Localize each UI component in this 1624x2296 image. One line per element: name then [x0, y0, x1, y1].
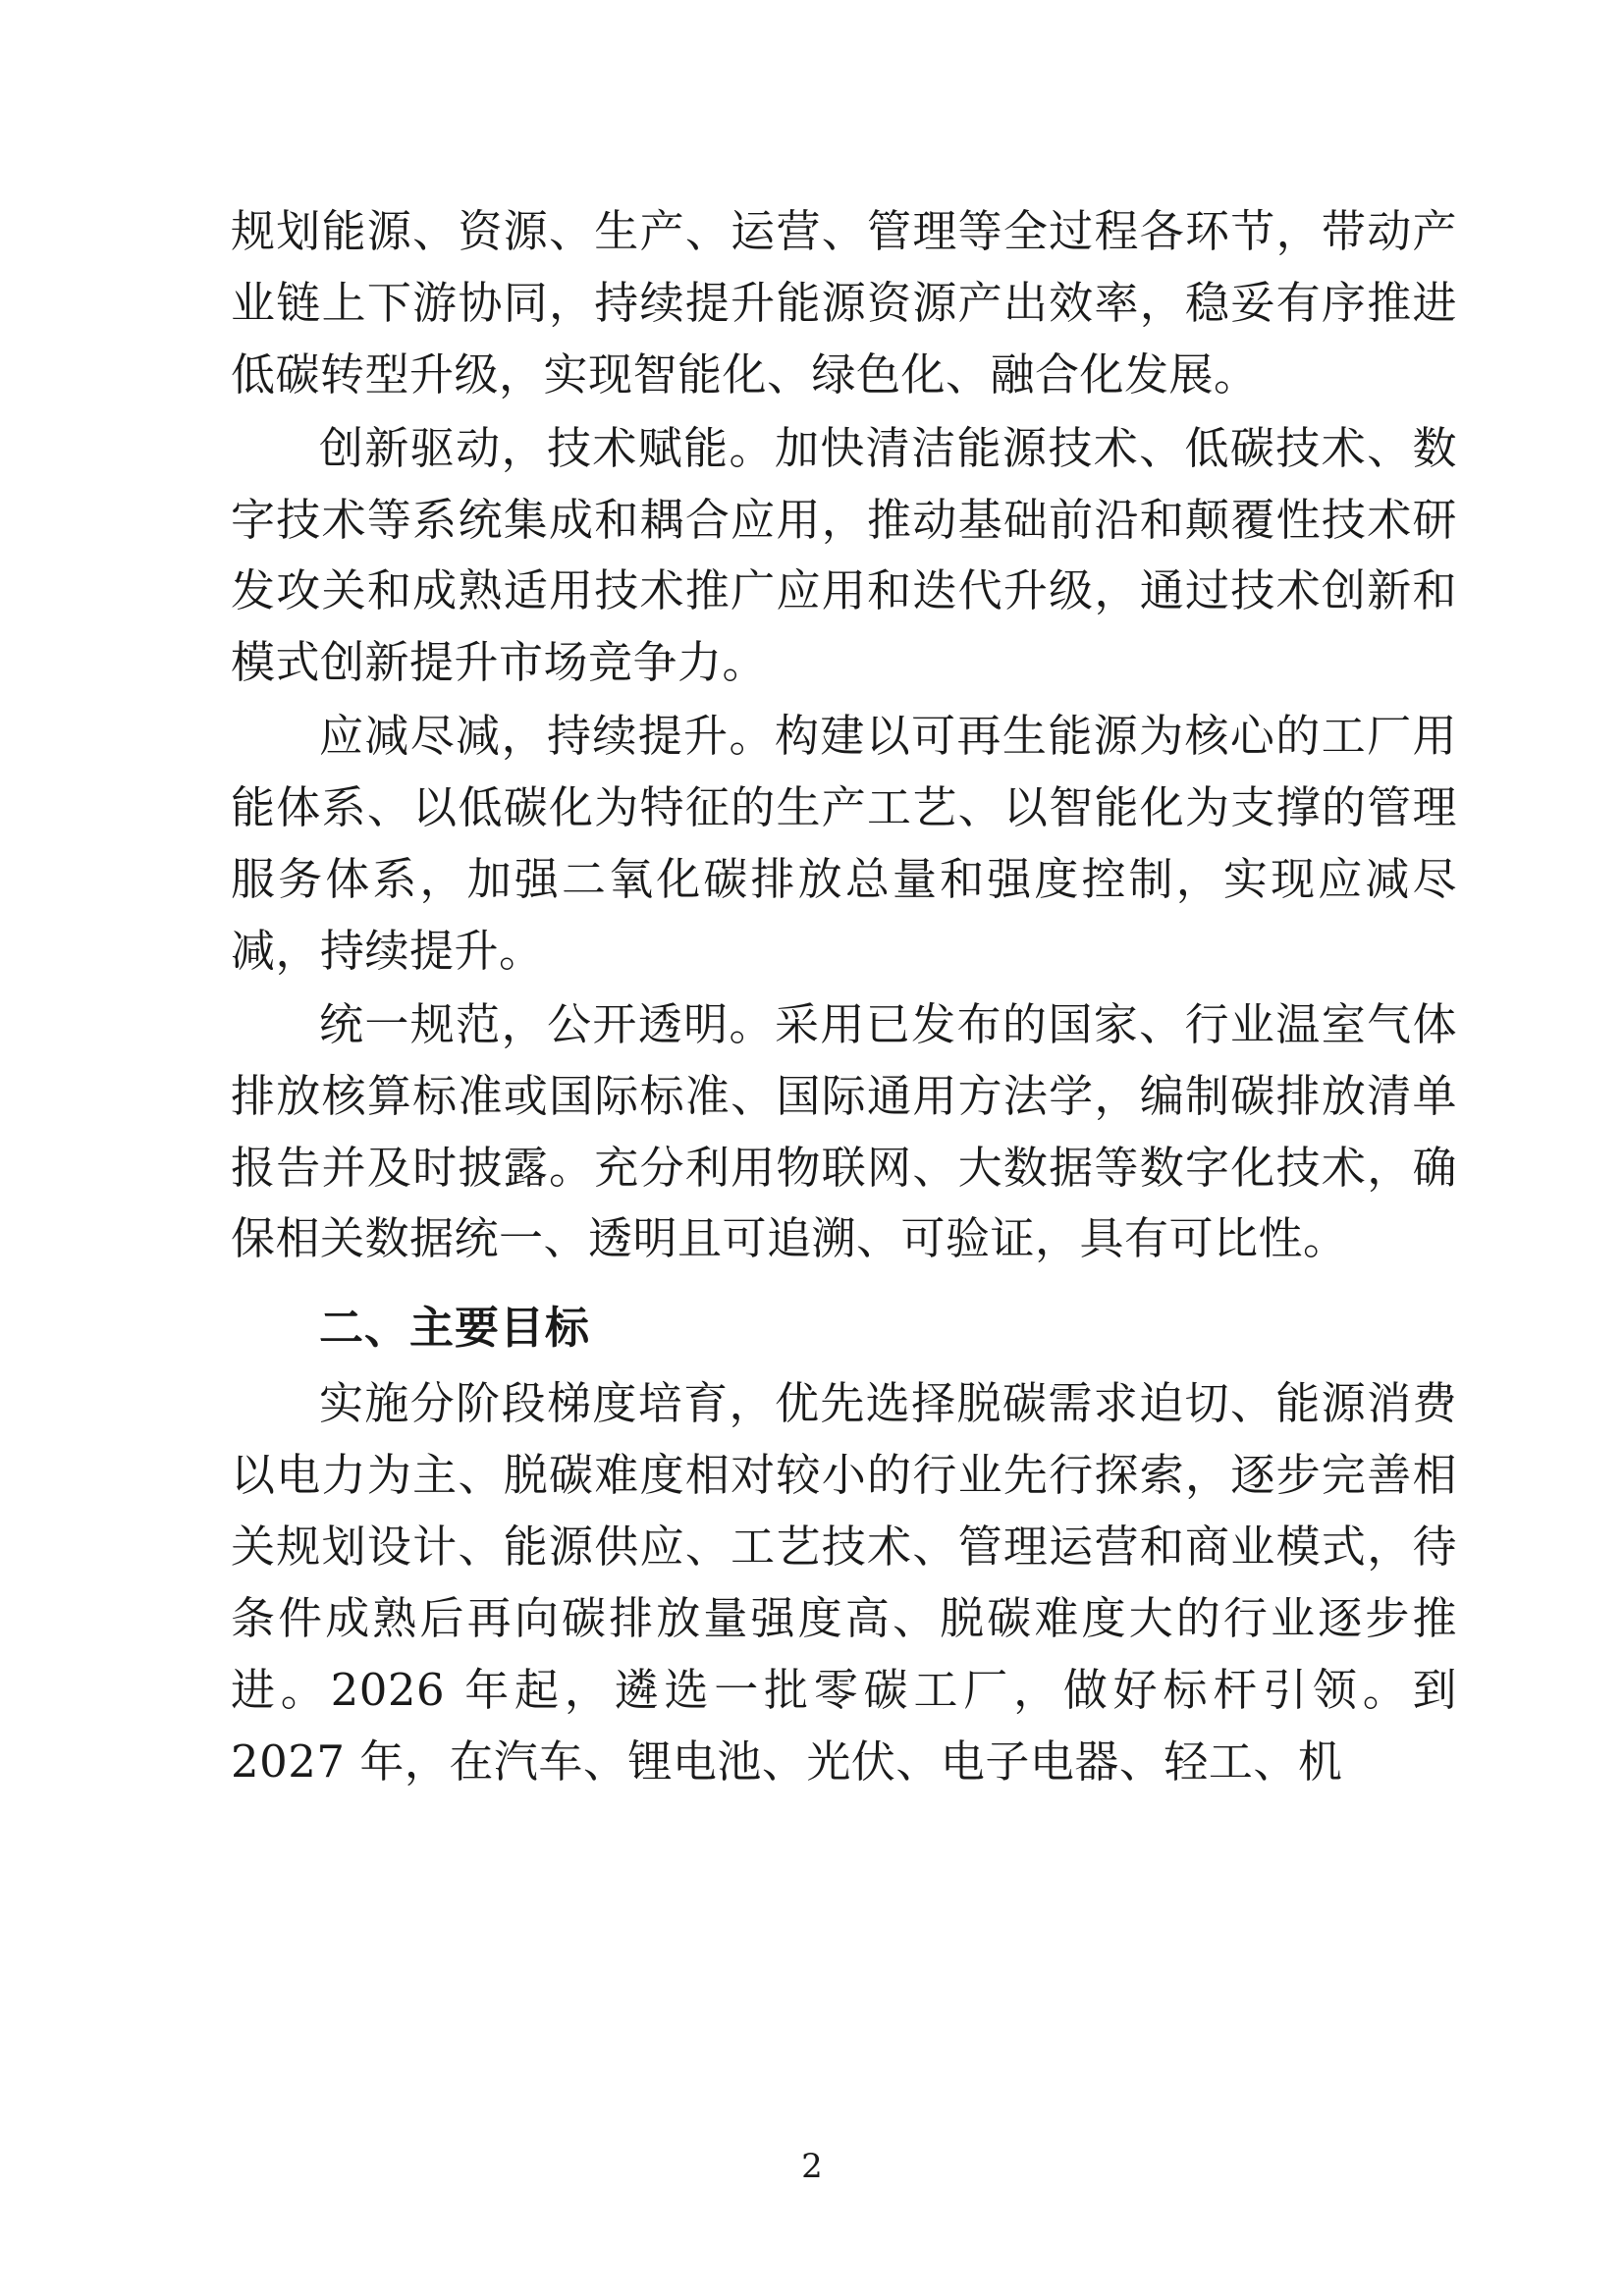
paragraph-unified-standard: 统一规范，公开透明。采用已发布的国家、行业温室气体排放核算标准或国际标准、国际通用方法学，编制碳排放清单报告并及时披露。充分利用物联网、大数据等数字化技术，确保相关数据统一、透明且可追溯、可验证，具有可比性。: [231, 997, 1457, 1265]
page-number: 2: [801, 2147, 823, 2186]
paragraph-emission-reduction: 应减尽减，持续提升。构建以可再生能源为核心的工厂用能体系、以低碳化为特征的生产工艺、以智能化为支撑的管理服务体系，加强二氧化碳排放总量和强度控制，实现应减尽减，持续提升。: [231, 710, 1457, 977]
paragraph-innovation-driven: 创新驱动，技术赋能。加快清洁能源技术、低碳技术、数字技术等系统集成和耦合应用，推动基础前沿和颠覆性技术研发攻关和成熟适用技术推广应用和迭代升级，通过技术创新和模式创新提升市场竞争力。: [231, 421, 1457, 689]
section-heading-main-goals: 二、主要目标: [319, 1302, 591, 1355]
paragraph-continuation: 规划能源、资源、生产、运营、管理等全过程各环节，带动产业链上下游协同，持续提升能源资源产出效率，稳妥有序推进低碳转型升级，实现智能化、绿色化、融合化发展。: [231, 205, 1457, 400]
document-body: [231, 196, 1457, 1798]
paragraph-main-goals: 实施分阶段梯度培育，优先选择脱碳需求迫切、能源消费以电力为主、脱碳难度相对较小的行业先行探索，逐步完善相关规划设计、能源供应、工艺技术、管理运营和商业模式，待条件成熟后再向碳排放量强度高、脱碳难度大的行业逐步推进。2026 年起，遴选一批零碳工厂，做好标杆引领。到 2027 年，在汽车、锂电池、光伏、电子电器、轻工、机: [231, 1377, 1457, 1788]
